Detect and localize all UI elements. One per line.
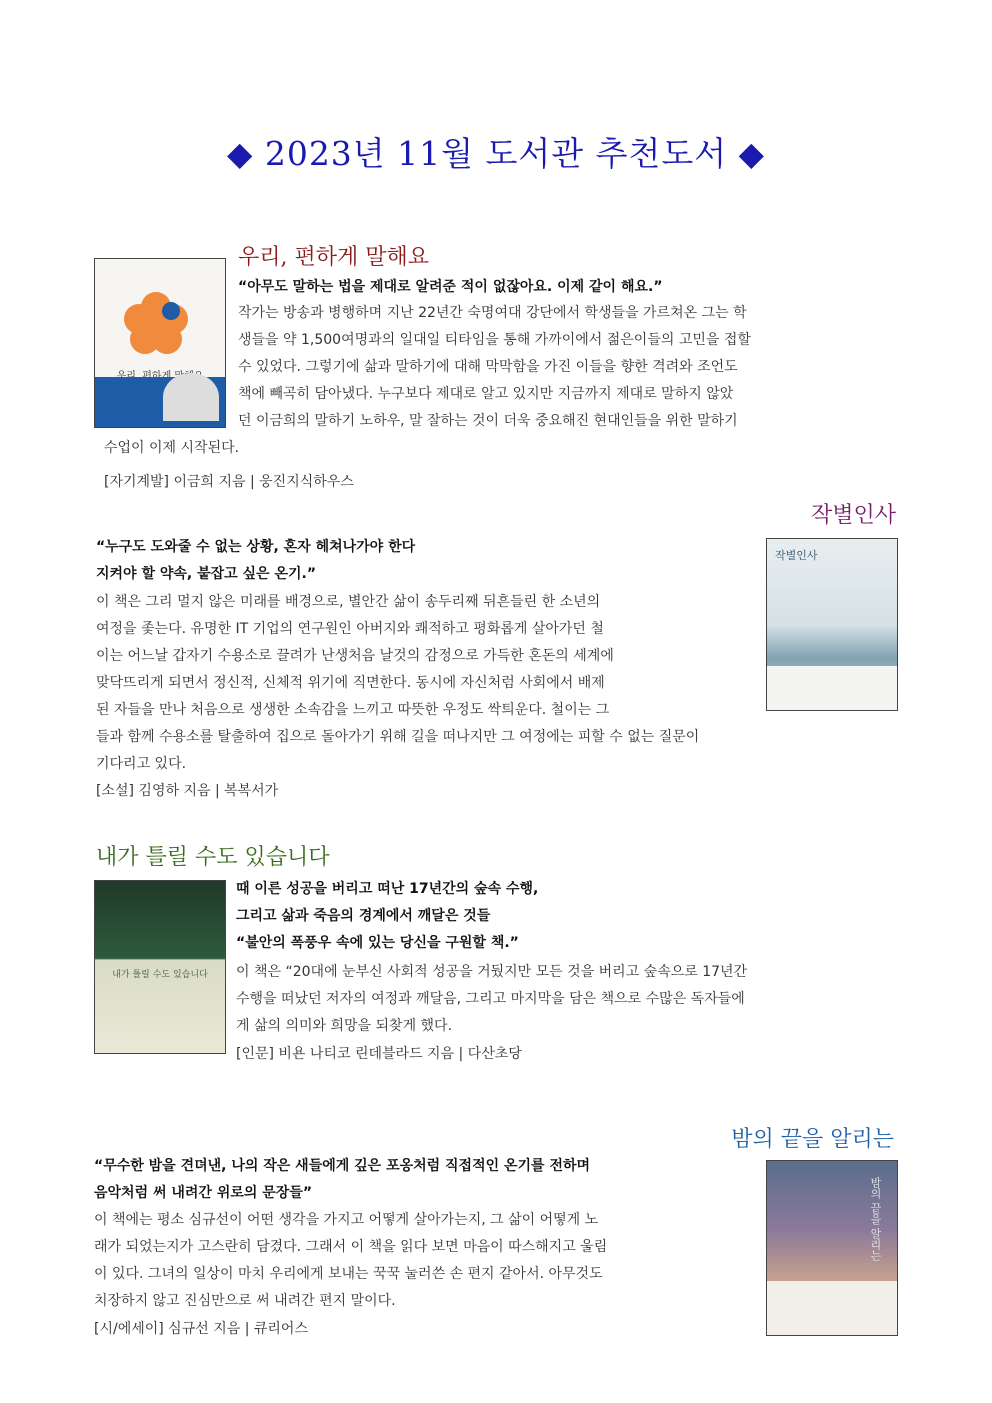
desc-line: 이는 어느날 갑자기 수용소로 끌려가 난생처음 날것의 감정으로 가득한 혼돈의 세계에 xyxy=(96,648,614,664)
book-title-3: 내가 틀릴 수도 있습니다 xyxy=(96,845,330,870)
author-photo xyxy=(163,373,219,421)
book-quote-4 xyxy=(94,1153,590,1207)
book-cover-1 xyxy=(94,258,226,428)
quote-line: 지켜야 할 약속, 붙잡고 싶은 온기.” xyxy=(96,566,317,582)
desc-line: 기다리고 있다. xyxy=(96,756,187,772)
desc-line: 던 이금희의 말하기 노하우, 말 잘하는 것이 더욱 중요해진 현대인들을 위한 말하기 xyxy=(238,413,738,429)
book-title-1: 우리, 편하게 말해요 xyxy=(238,245,429,270)
book-meta-3: [인문] 비욘 나티코 린데블라드 지음 | 다산초당 xyxy=(236,1046,522,1062)
page-title: ◆ 2023년 11월 도서관 추천도서 ◆ xyxy=(226,134,766,173)
quote-line: “아무도 말하는 법을 제대로 알려준 적이 없잖아요. 이제 같이 해요.” xyxy=(238,279,663,295)
desc-line: 이 책은 “20대에 눈부신 사회적 성공을 거뒀지만 모든 것을 버리고 숲속으로 17년간 xyxy=(236,964,748,980)
cover-band xyxy=(767,1281,897,1335)
desc-line: 생들을 약 1,500여명과의 일대일 티타임을 통해 가까이에서 젊은이들의 고민을 접할 xyxy=(238,332,751,348)
flower-icon xyxy=(121,289,191,359)
desc-line: 이 책은 그리 멀지 않은 미래를 배경으로, 별안간 삶이 송두리째 뒤흔들린 한 소년의 xyxy=(96,594,601,610)
desc-line: 맞닥뜨리게 되면서 정신적, 신체적 위기에 직면한다. 동시에 자신처럼 사회에서 배제 xyxy=(96,675,605,691)
book-cover-title: 내가 틀릴 수도 있습니다 xyxy=(112,970,208,980)
cover-band xyxy=(767,666,897,710)
book-title-4: 밤의 끝을 알리는 xyxy=(731,1127,894,1152)
book-cover-4 xyxy=(766,1160,898,1336)
desc-line: 들과 함께 수용소를 탈출하여 집으로 돌아가기 위해 길을 떠나지만 그 여정에는 피할 수 없는 질문이 xyxy=(96,729,700,745)
desc-line: 된 자들을 만나 처음으로 생생한 소속감을 느끼고 따뜻한 우정도 싹틔운다. 철이는 그 xyxy=(96,702,610,718)
desc-line: 여정을 좇는다. 유명한 IT 기업의 연구원인 아버지와 쾌적하고 평화롭게 살아가던 철 xyxy=(96,621,604,637)
book-cover-3 xyxy=(94,880,226,1054)
book-meta-4: [시/에세이] 심규선 지음 | 큐리어스 xyxy=(94,1321,308,1337)
book-meta-2: [소설] 김영하 지음 | 복복서가 xyxy=(96,783,279,799)
book-meta-1: [자기계발] 이금희 지음 | 웅진지식하우스 xyxy=(104,474,354,490)
desc-line: 이 책에는 평소 심규선이 어떤 생각을 가지고 어떻게 살아가는지, 그 삶이 어떻게 노 xyxy=(94,1212,599,1228)
desc-line: 게 삶의 의미와 희망을 되찾게 했다. xyxy=(236,1018,453,1034)
quote-line: “누구도 도와줄 수 없는 상황, 혼자 헤쳐나가야 한다 xyxy=(96,539,416,555)
desc-line: 작가는 방송과 병행하며 지난 22년간 숙명여대 강단에서 학생들을 가르쳐온 그는 학 xyxy=(238,305,747,321)
book-description-1 xyxy=(238,300,751,435)
desc-line: 치장하지 않고 진심만으로 써 내려간 편지 말이다. xyxy=(94,1293,396,1309)
quote-line: “무수한 밤을 견뎌낸, 나의 작은 새들에게 깊은 포옹처럼 직접적인 온기를 전하며 xyxy=(94,1158,591,1174)
book-quote-1 xyxy=(238,274,663,301)
book-quote-3 xyxy=(236,876,538,957)
desc-line: 수업이 이제 시작된다. xyxy=(104,440,240,456)
desc-line: 래가 되었는지가 고스란히 담겼다. 그래서 이 책을 읽다 보면 마음이 따스해지고 울림 xyxy=(94,1239,608,1255)
book-description-4 xyxy=(94,1207,607,1315)
book-title-2: 작별인사 xyxy=(810,503,896,528)
desc-line: 수행을 떠났던 저자의 여정과 깨달음, 그리고 마지막을 담은 책으로 수많은 독자들에 xyxy=(236,991,745,1007)
desc-line: 이 있다. 그녀의 일상이 마치 우리에게 보내는 꾹꾹 눌러쓴 손 편지 같아서. 아무것도 xyxy=(94,1266,603,1282)
quote-line: “불안의 폭풍우 속에 있는 당신을 구원할 책.” xyxy=(236,935,519,951)
quote-line: 음악처럼 써 내려간 위로의 문장들” xyxy=(94,1185,313,1201)
desc-line: 수 있었다. 그렇기에 삶과 말하기에 대해 막막함을 가진 이들을 향한 격려와 조언도 xyxy=(238,359,738,375)
book-description-3 xyxy=(236,959,747,1040)
book-description-1-tail xyxy=(104,435,239,462)
book-quote-2 xyxy=(96,534,415,588)
quote-line: 때 이른 성공을 버리고 떠난 17년간의 숲속 수행, xyxy=(236,881,539,897)
book-description-2 xyxy=(96,589,699,778)
quote-line: 그리고 삶과 죽음의 경계에서 깨달은 것들 xyxy=(236,908,491,924)
book-cover-title: 밤의 끝을 알리는 xyxy=(869,1177,882,1261)
book-cover-title: 작별인사 xyxy=(775,549,818,562)
desc-line: 책에 빼곡히 담아냈다. 누구보다 제대로 알고 있지만 지금까지 제대로 말하지 않았 xyxy=(238,386,734,402)
book-cover-2 xyxy=(766,538,898,711)
